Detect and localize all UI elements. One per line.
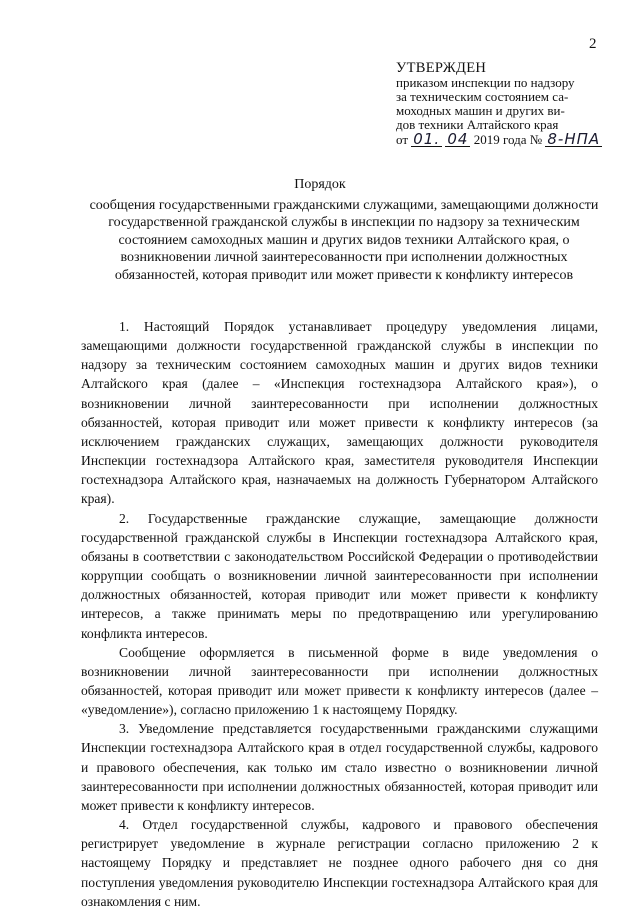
date-prefix: от <box>396 132 409 147</box>
document-body <box>81 317 598 911</box>
handwritten-order-number: 8-НПА <box>547 130 601 148</box>
approval-line: приказом инспекции по надзору <box>396 75 575 90</box>
approval-line: дов техники Алтайского края <box>396 117 559 132</box>
document-title: Порядок <box>294 177 346 192</box>
handwritten-month: 04 <box>447 130 469 148</box>
approval-date-line <box>396 132 621 147</box>
approval-line: за техническим состоянием са- <box>396 89 569 104</box>
approval-line: моходных машин и других ви- <box>396 103 565 118</box>
paragraph: Сообщение оформляется в письменной форме в виде уведомления о возникновении личной заинтересованности при исполнении должностных обязанностей, которая приводит или может привести к конфликту интересов (далее – «уведомление»), согласно приложению 1 к настоящему Порядку. <box>81 644 598 718</box>
approval-block <box>396 60 621 147</box>
approval-heading: УТВЕРЖДЕН <box>396 60 487 76</box>
page-number: 2 <box>589 36 597 52</box>
handwritten-day: 01. <box>413 130 441 148</box>
paragraph: 1. Настоящий Порядок устанавливает процедуру уведомления лицами, замещающими должности государственной гражданской службы в инспекции по надзору за техническим состоянием самоходных машин и других видов техники Алтайского края (далее – «Инспекция гостехнадзора Алтайского края»), о возникновении личной заинтересованности при исполнении должностных обязанностей, которая приводит или может привести к конфликту интересов (за исключением гражданских служащих, замещающих должности руководителя Инспекции гостехнадзора Алтайского края, заместителя руководителя Инспекции гостехнадзора Алтайского края, назначаемых на должность Губернатором Алтайского края). <box>81 319 598 507</box>
paragraph: 3. Уведомление представляется государственными гражданскими служащими Инспекции гостехнадзора Алтайского края в отдел государственной службы, кадрового и правового обеспечения, как только им стало известно о возникновении личной заинтересованности при исполнении должностных обязанностей, которая приводит или может привести к конфликту интересов. <box>81 721 598 813</box>
paragraph: 2. Государственные гражданские служащие, замещающие должности государственной гражданской службы в Инспекции гостехнадзора Алтайского края, обязаны в соответствии с законодательством Российской Федерации о противодействии коррупции сообщать о возникновении личной заинтересованности при исполнении должностных обязанностей, которая приводит или может привести к конфликту интересов, а также принимать меры по предотвращению или урегулированию конфликта интересов. <box>81 510 598 641</box>
document-subtitle: сообщения государственными гражданскими служащими, замещающими должности государственной гражданской службы в инспекции по надзору за техническим состоянием самоходных машин и других видов техники Алтайского края, о возникновении личной заинтересованности при исполнении должностных обязанностей, которая приводит или может привести к конфликту интересов <box>89 198 599 283</box>
year-and-number-label: 2019 года № <box>473 132 543 147</box>
paragraph: 4. Отдел государственной службы, кадрового и правового обеспечения регистрирует уведомление в журнале регистрации согласно приложению 2 к настоящему Порядку и представляет не позднее одного рабочего дня со дня поступления уведомления руководителю Инспекции гостехнадзора Алтайского края для ознакомления с ним. <box>81 817 598 909</box>
